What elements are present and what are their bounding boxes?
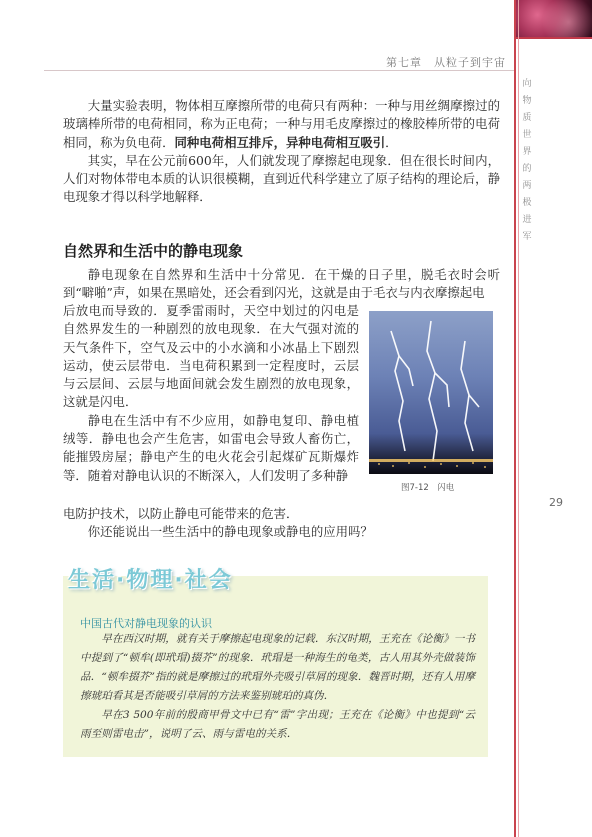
section-paragraph-1-start (63, 266, 500, 303)
sidebar-vertical-title: 向物质世界的两极进军 (522, 79, 532, 242)
intro-paragraph-1 (63, 97, 500, 152)
section-title: 自然界和生活中的静电现象 (63, 242, 244, 260)
box-banner: 生活·物理·社会 (68, 568, 233, 593)
box-text (80, 630, 475, 744)
intro-paragraph-2: 其实，早在公元前600年，人们就发现了摩擦起电现象．但在很长时间内，人们对物体带电本质的认识很模糊，直到近代科学建立了原子结构的理论后，静电现象才得以科学地解释． (63, 152, 500, 205)
section-wrapped-text (63, 302, 359, 485)
lightning-photo (369, 311, 493, 474)
section-p2-wrap: 静电在生活中有不少应用，如静电复印、静电植绒等．静电也会产生危害，如雷电会导致人畜伤亡，能摧毁房屋；静电产生的电火花会引起煤矿瓦斯爆炸等．随着对静电认识的不断深入，人们发明了多种静 (63, 412, 359, 483)
section-paragraph-2-tail (63, 505, 500, 523)
box-title: 中国古代对静电现象的认识 (80, 617, 212, 630)
margin-rule-light (518, 0, 519, 837)
margin-rule (514, 0, 516, 837)
section-p1-wrap: 后放电而导致的．夏季雷雨时，天空中划过的闪电是自然界发生的一种剧烈的放电现象．在大气强对流的天气条件下，空气及云中的小水滴和小冰晶上下剧烈运动，使云层带电．当电荷积累到一定程度时，云层与云层间、云层与地面间就会发生剧烈的放电现象，这就是闪电． (63, 303, 359, 410)
question-text: 你还能说出一些生活中的静电现象或静电的应用吗？ (87, 524, 373, 539)
section-p1-full-lines: 静电现象在自然界和生活中十分常见．在干燥的日子里，脱毛衣时会听到“噼啪”声，如果在黑暗处，还会看到闪光，这就是由于毛衣与内衣摩擦起电 (63, 267, 500, 301)
intro-p1-text: 大量实验表明，物体相互摩擦所带的电荷只有两种：一种与用丝绸摩擦过的玻璃棒所带的电荷相同，称为正电荷；一种与用毛皮摩擦过的橡胶棒所带的电荷相同，称为负电荷． (63, 98, 500, 150)
section-question (63, 523, 500, 541)
figure-caption: 图7-12 闪电 (401, 483, 455, 493)
chapter-header: 第七章 从粒子到宇宙 (386, 56, 506, 69)
box-paragraph-1: 早在西汉时期，就有关于摩擦起电现象的记载．东汉时期，王充在《论衡》一书中提到了“顿牟(即玳瑁)掇芥”的现象．玳瑁是一种海生的龟类，古人用其外壳做装饰品．“顿牟掇芥”指的就是摩擦过的玳瑁外壳吸引草屑的现象．魏晋时期，还有人用摩擦琥珀看其是否能吸引草屑的方法来鉴别琥珀的真伪． (80, 633, 475, 702)
header-divider (44, 70, 514, 71)
page-number: 29 (549, 496, 563, 509)
intro-p1-tail: ． (385, 134, 398, 150)
box-paragraph-2: 早在3 500年前的殷商甲骨文中已有“雷”字出现；王充在《论衡》中也提到“云雨至则雷电击”，说明了云、雨与雷电的关系． (80, 709, 475, 740)
cosmic-corner-image (514, 0, 592, 39)
section-p2-tail: 电防护技术，以防止静电可能带来的危害． (63, 506, 299, 521)
charge-rule-bold: 同种电荷相互排斥，异种电荷相互吸引 (174, 134, 386, 150)
intro-text (63, 97, 500, 207)
